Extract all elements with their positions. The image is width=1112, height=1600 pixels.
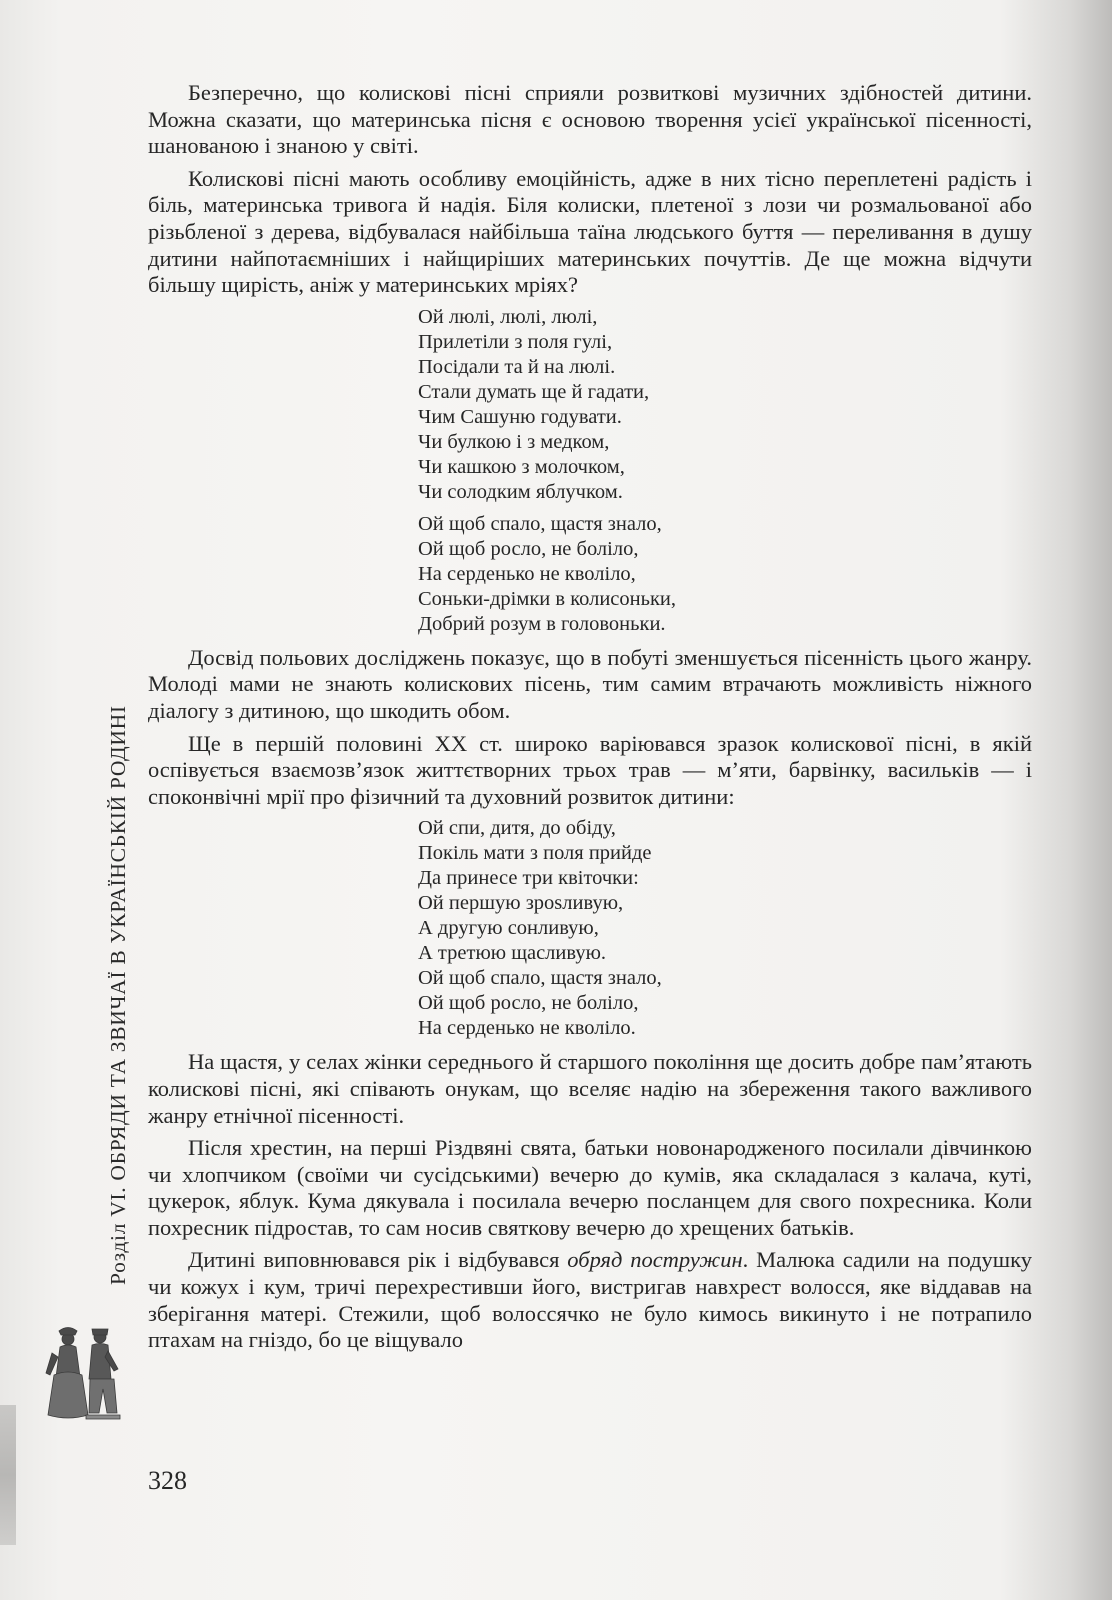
poem-line: Ой першую зрosливую, [418,892,624,915]
poem-line: Чи кашкою з молочком, [418,455,625,478]
poem-line: На серденько не кволіло. [418,1017,636,1040]
poem-stanza [418,305,1032,505]
poem-line: Соньки-дрімки в колисоньки, [418,587,677,610]
paragraph: На щастя, у селах жінки середнього й старшого покоління ще досить добре пам’ятають колискові пісні, які співають онукам, що вселяє надію на збереження такого важливого жанру етнічної пісенності. [148,1049,1032,1128]
poem-stanza [418,816,1032,1041]
poem-line: Посідали та й на люлі. [418,355,616,378]
paragraph: Ще в першій половині XX ст. широко варіювався зразок колискової пісні, в якій оспівується взаємозв’язок життєтворних трьох трав — м’яти, барвінку, васильків — і споконвічні мрії про фізичний та духовний розвиток дитини: [148,730,1032,809]
page-edge-shadow [0,1405,16,1545]
poem-line: Чи булкою і з медком, [418,430,610,453]
poem-line: На серденько не кволіло, [418,562,636,585]
poem-line: Стали думать ще й гадати, [418,380,650,403]
paragraph: Безперечно, що колискові пісні сприяли розвиткові музичних здібностей дитини. Можна сказати, що материнська пісня є основою творення усієї української пісенності, шанованою і знаною у світі. [148,80,1032,159]
poem-line: А другую сонливую, [418,917,599,940]
poem-line: Ой щоб росло, не боліло, [418,992,639,1015]
poem-line: Чим Сашуню годувати. [418,405,622,428]
paragraph: Колискові пісні мають особливу емоційність, адже в них тісно переплетені радість і біль, материнська тривога й надія. Біля колиски, плетеної з лози чи розмальованої або різьбленої з дерева, відбувалася найбільша таїна людського буття — переливання в душу дитини найпотаємніших і найщиріших материнських почуттів. Де ще можна відчути більшу щирість, аніж у материнських мріях? [148,165,1032,298]
poem-line: Прилетіли з поля гулі, [418,330,613,353]
paragraph [148,1247,1032,1353]
folk-couple-illustration [44,1325,126,1425]
poem-line: Добрий розум в головоньки. [418,612,666,635]
emphasized-term: обряд постружин [567,1247,743,1273]
poem-line: Чи солодким яблучком. [418,480,623,503]
page-number: 328 [148,1466,187,1495]
paragraph-text: . Малюка садили на подушку чи кожух і кум, тричі перехрестивши його, вистригав навхрест волосся, яке віддавав на зберігання матері. Стежили, щоб волоссячко не було кимось викинуто і не потрапило птахам на гніздо, бо це віщувало [148,1247,1032,1353]
page-body [148,80,1032,1360]
poem-line: Ой спи, дитя, до обіду, [418,817,616,840]
paragraph-text: Дитині виповнювався рік і відбувався [188,1247,568,1273]
poem-line: Покіль мати з поля прийде [418,842,652,865]
poem [418,816,1032,1041]
poem-line: Ой люлі, люлі, люлі, [418,305,598,328]
poem-stanza [418,512,1032,637]
poem-line: Ой щоб спало, щастя знало, [418,967,662,990]
chapter-title: Розділ VI. ОБРЯДИ ТА ЗВИЧАЇ В УКРАЇНСЬКІЙ РОДИНІ [106,705,130,1285]
paragraph: Досвід польових досліджень показує, що в побуті зменшується пісенність цього жанру. Молоді мами не знають колискових пісень, тим самим втрачають можливість ніжного діалогу з дитиною, що шкодить обом. [148,644,1032,723]
poem [418,305,1032,637]
paragraph: Після хрестин, на перші Різдвяні свята, батьки новонародженого посилали дівчинкою чи хлопчиком (своїми чи сусідськими) вечерю до кумів, яка складалася з калача, куті, цукерок, яблук. Кума дякувала і посилала вечерю посланцем для свого похресника. Коли похресник підростав, то сам носив святкову вечерю до хрещених батьків. [148,1135,1032,1240]
poem-line: Да принесе три квіточки: [418,867,639,890]
poem-line: Ой щоб росло, не боліло, [418,537,639,560]
poem-line: Ой щоб спало, щастя знало, [418,512,662,535]
poem-line: А третюю щасливую. [418,942,607,965]
